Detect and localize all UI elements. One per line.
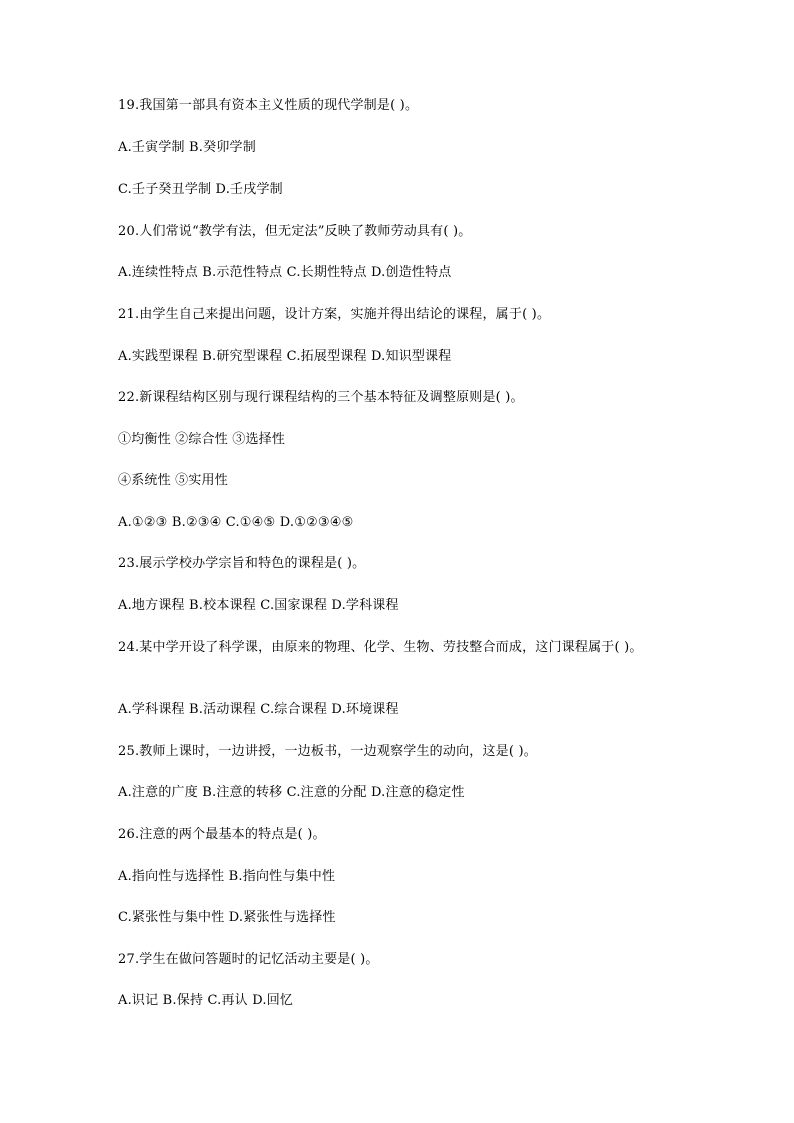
question-26-options-cd: C.紧张性与集中性 D.紧张性与选择性 — [118, 910, 336, 925]
question-27-options: A.识记 B.保持 C.再认 D.回忆 — [118, 993, 294, 1008]
question-19-options-ab: A.壬寅学制 B.癸卯学制 — [118, 140, 256, 155]
question-24-options: A.学科课程 B.活动课程 C.综合课程 D.环境课程 — [118, 702, 399, 717]
question-21: 21.由学生自己来提出问题，设计方案，实施并得出结论的课程，属于( )。 — [118, 307, 551, 322]
question-26: 26.注意的两个最基本的特点是( )。 — [118, 827, 326, 842]
question-23: 23.展示学校办学宗旨和特色的课程是( )。 — [118, 556, 366, 571]
question-20: 20.人们常说“教学有法，但无定法”反映了教师劳动具有( )。 — [118, 224, 472, 239]
question-25-options: A.注意的广度 B.注意的转移 C.注意的分配 D.注意的稳定性 — [118, 785, 465, 800]
question-26-options-ab: A.指向性与选择性 B.指向性与集中性 — [118, 869, 336, 884]
question-19-options-cd: C.壬子癸丑学制 D.壬戌学制 — [118, 182, 283, 197]
question-19: 19.我国第一部具有资本主义性质的现代学制是( )。 — [118, 98, 419, 113]
question-22-items-2: ④系统性 ⑤实用性 — [118, 473, 228, 488]
question-21-options: A.实践型课程 B.研究型课程 C.拓展型课程 D.知识型课程 — [118, 349, 452, 364]
question-27: 27.学生在做问答题时的记忆活动主要是( )。 — [118, 952, 379, 967]
question-22-options: A.①②③ B.②③④ C.①④⑤ D.①②③④⑤ — [118, 515, 354, 530]
question-25: 25.教师上课时，一边讲授，一边板书，一边观察学生的动向，这是( )。 — [118, 744, 537, 759]
question-22-items-1: ①均衡性 ②综合性 ③选择性 — [118, 432, 286, 447]
question-24: 24.某中学开设了科学课，由原来的物理、化学、生物、劳技整合而成，这门课程属于( )。 — [118, 640, 643, 655]
question-20-options: A.连续性特点 B.示范性特点 C.长期性特点 D.创造性特点 — [118, 265, 452, 280]
question-22: 22.新课程结构区别与现行课程结构的三个基本特征及调整原则是( )。 — [118, 390, 524, 405]
question-23-options: A.地方课程 B.校本课程 C.国家课程 D.学科课程 — [118, 598, 399, 613]
